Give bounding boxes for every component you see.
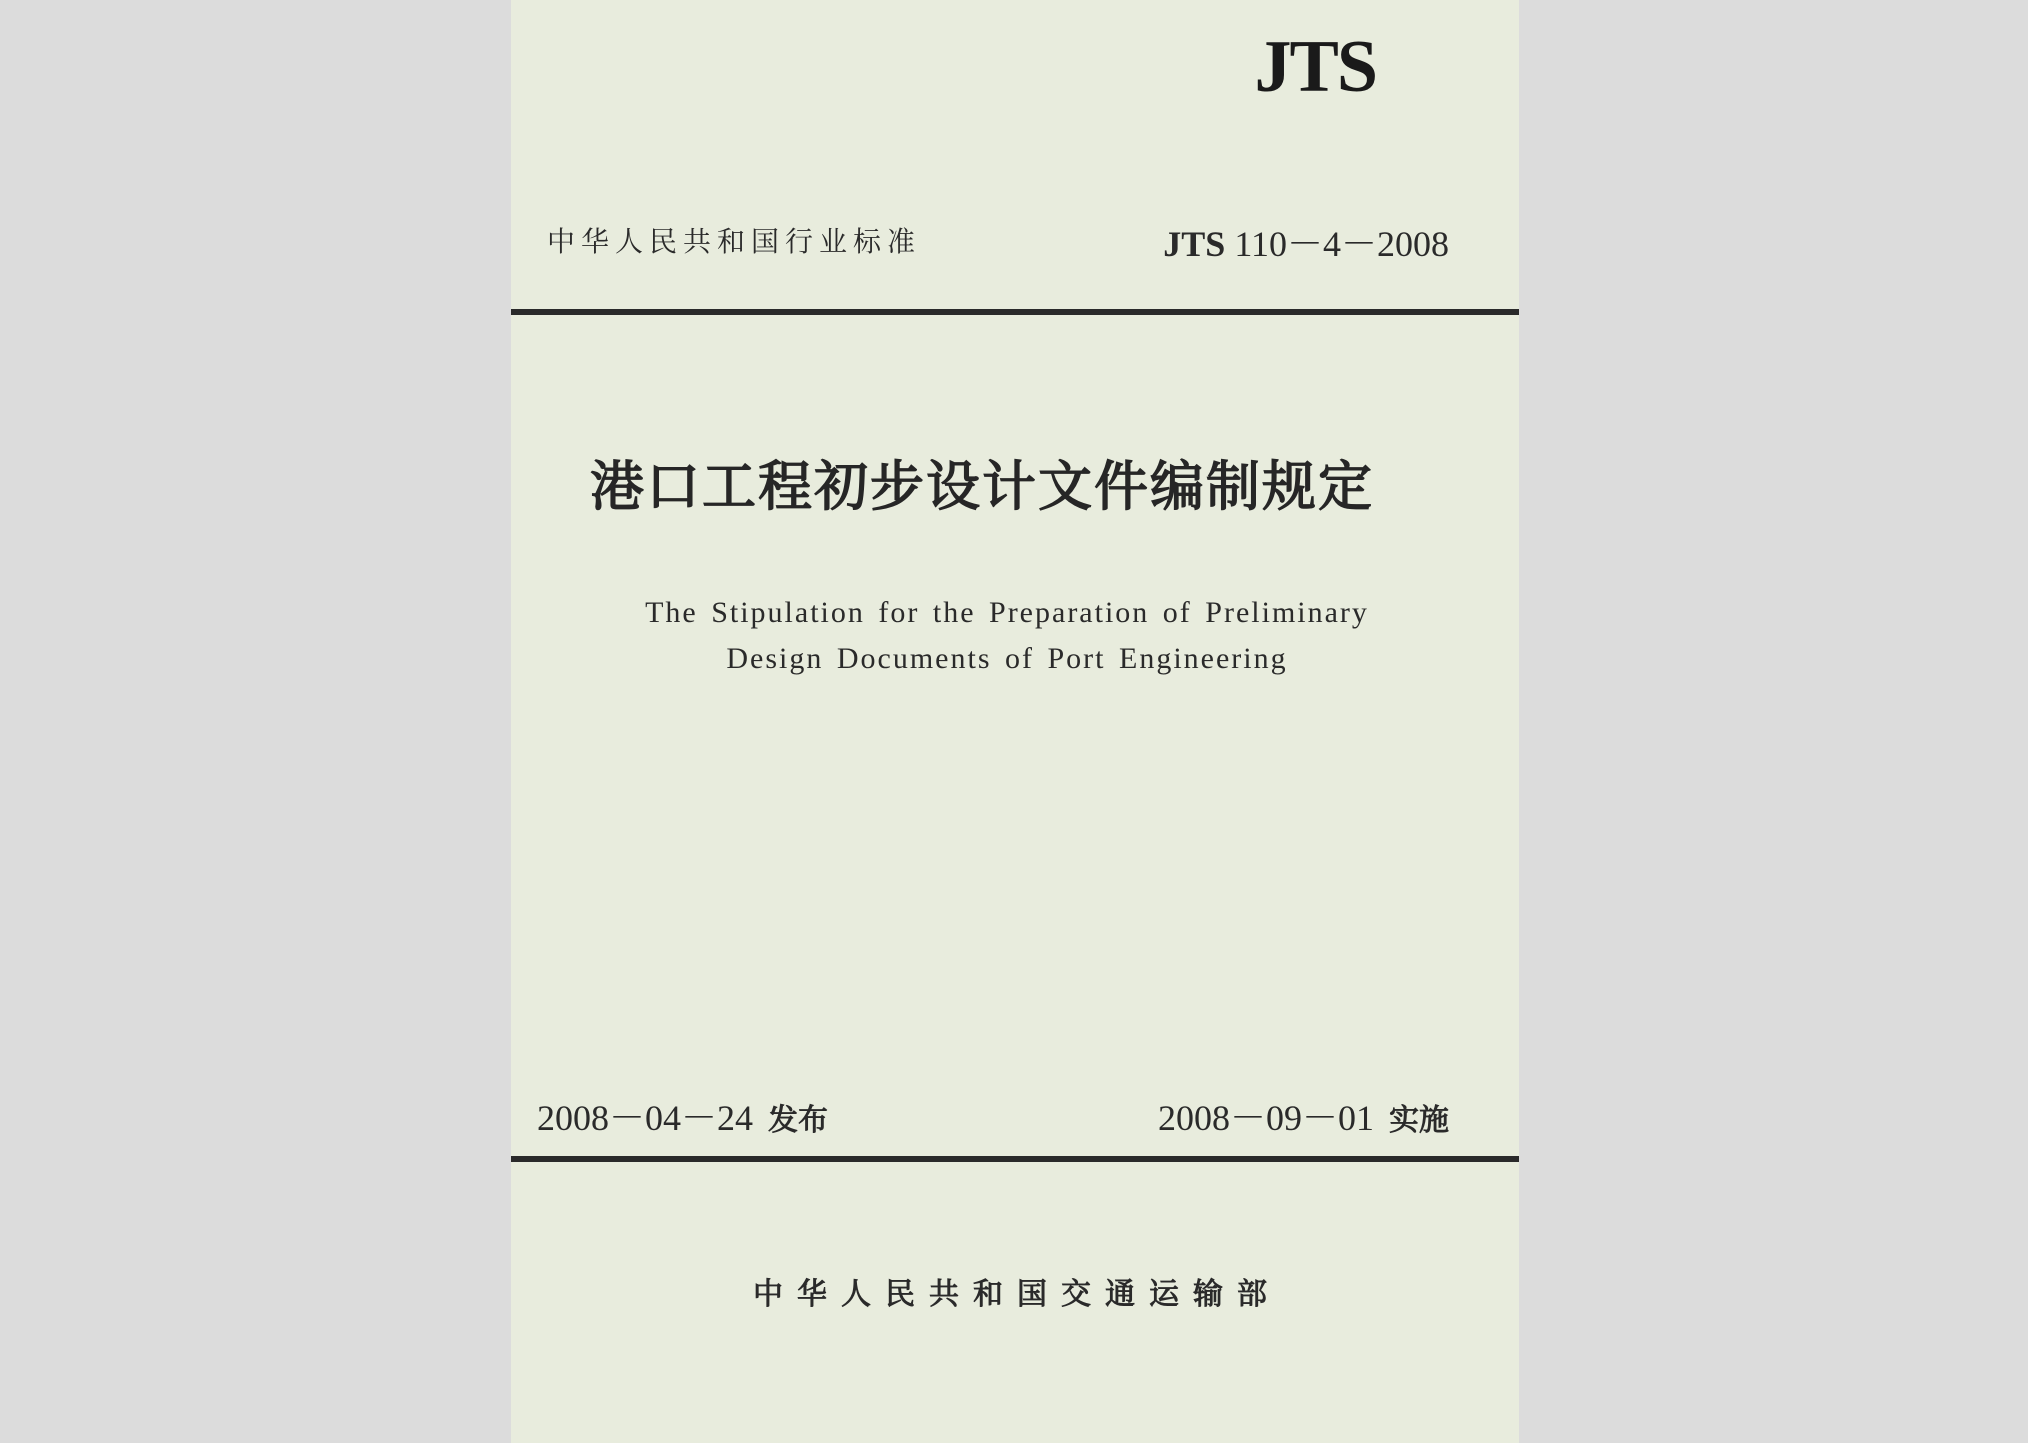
top-divider (511, 309, 1519, 315)
standard-code (1163, 226, 1449, 262)
bottom-divider (511, 1156, 1519, 1162)
effective-date (1158, 1100, 1449, 1136)
effective-date-value: 2008－09－01 (1157, 1098, 1374, 1138)
title-english-line-2: Design Documents of Port Engineering (726, 642, 1288, 675)
standard-code-prefix: JTS (1163, 224, 1226, 264)
issue-date-value: 2008－04－24 (537, 1098, 754, 1138)
title-english-line-1: The Stipulation for the Preparation of Preliminary (645, 596, 1369, 629)
standard-code-number: 110－4－2008 (1234, 224, 1449, 264)
publisher: 中华人民共和国交通运输部 (753, 1277, 1281, 1312)
standard-category: 中华人民共和国行业标准 (547, 225, 922, 258)
title-english (511, 590, 1519, 682)
document-cover (511, 0, 1519, 1443)
issue-date-label: 发布 (768, 1103, 829, 1138)
effective-date-label: 实施 (1389, 1103, 1449, 1138)
jts-logo: JTS (1254, 26, 1376, 108)
title-chinese: 港口工程初步设计文件编制规定 (590, 455, 1374, 518)
issue-date (537, 1100, 828, 1136)
